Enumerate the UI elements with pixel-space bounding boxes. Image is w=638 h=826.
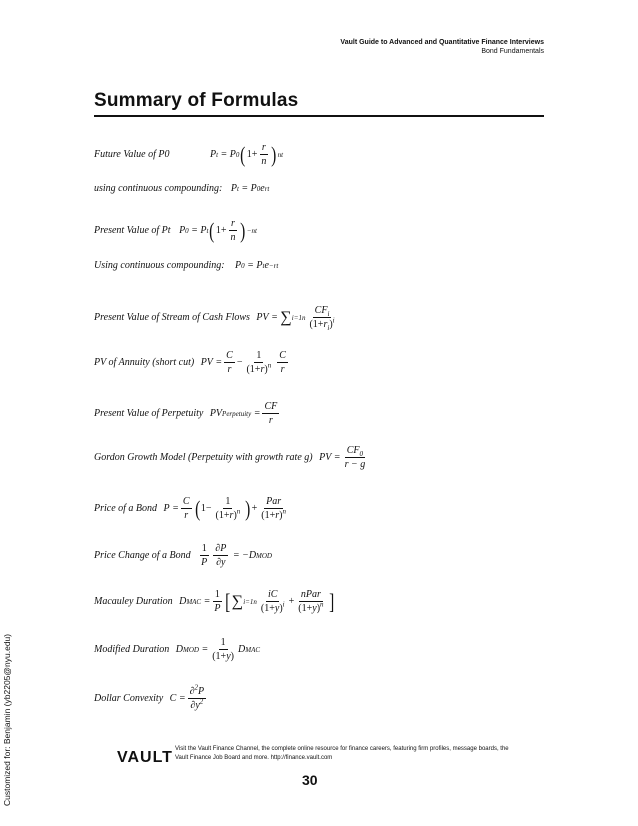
formula-expression: PV = $\frac{CF_0}{r - g}$	[319, 445, 366, 470]
formula-expression: C = $\frac{\partial^2P}{\partial y^2}$	[169, 683, 205, 711]
formula-label: Macauley Duration	[94, 595, 173, 607]
formula-bond-price	[94, 496, 290, 521]
vault-logo: VAULT	[117, 749, 173, 766]
formula-label: Present Value of Perpetuity	[94, 407, 204, 419]
header-guide-title: Vault Guide to Advanced and Quantitative Finance Interviews	[340, 39, 544, 46]
formula-expression: PV Perpetuity = $\frac{CF}{r}$	[209, 401, 278, 426]
formula-label: Dollar Convexity	[94, 692, 164, 704]
formula-expression: D MAC = $\frac{1}{P}$ [ ∑ i=1 n $\frac{iC}{(1+y)^i}$ + $\frac{\text{nPar}}{(1+y)^n}$ ]	[179, 588, 334, 614]
formula-label: Price of a Bond	[94, 502, 158, 514]
formula-expression: PV = $\frac{C}{r}$ − $\frac{1}{(1+r)^n}$ $\frac{C}{r}$	[200, 350, 286, 375]
page-number: 30	[302, 772, 318, 788]
formula-present-value	[94, 218, 257, 243]
formula-label: Gordon Growth Model (Perpetuity with growth rate g)	[94, 451, 313, 463]
formula-label: Using continuous compounding:	[94, 260, 225, 272]
formula-expression: $\frac{1}{P}$ $\frac{\partial P}{\partial y}$ = −D MOD	[201, 543, 272, 568]
formula-expression: P 0 = P t e −rt	[235, 260, 279, 271]
formula-gordon-growth	[94, 445, 369, 470]
formula-label: Present Value of Pt	[94, 224, 171, 236]
formula-pv-annuity	[94, 350, 290, 375]
formula-expression: P 0 = P t ( 1+ $\frac{r}{n}$ ) −nt	[179, 217, 257, 243]
formula-pv-cash-flows	[94, 305, 339, 330]
formula-expression: PV = ∑ i=1 n $\frac{CF_i}{(1+r_i)^i}$	[256, 305, 335, 332]
formula-label: Price Change of a Bond	[94, 549, 191, 561]
formula-modified-duration	[94, 637, 260, 662]
formula-label: PV of Annuity (short cut)	[94, 356, 195, 368]
formula-label: Present Value of Stream of Cash Flows	[94, 311, 250, 323]
formula-future-value	[94, 142, 283, 167]
formula-expression: P t = P 0 e rt	[230, 183, 270, 194]
formula-expression: P = $\frac{C}{r}$ ( 1− $\frac{1}{(1+r)^n}$ ) + $\frac{\text{Par}}{(1+r)^n}$	[163, 495, 286, 521]
formula-label: Modified Duration	[94, 643, 170, 655]
customized-for-sidebar: Customized for: Benjamin (yb2205@nyu.edu)	[2, 633, 12, 806]
formula-dollar-convexity	[94, 683, 208, 711]
formula-continuous-future	[94, 183, 269, 195]
formula-price-change	[94, 543, 272, 568]
formula-macauley-duration	[94, 589, 335, 614]
formula-expression: D MOD = $\frac{1}{(1+y)}$ D MAC	[175, 637, 261, 662]
title-rule	[94, 115, 544, 117]
footer-promo-text: Visit the Vault Finance Channel, the complete online resource for finance careers, featuring firm profiles, message boards, the Vault Finance Job Board and more. http://finance.vault.com	[175, 746, 509, 761]
formula-label: using continuous compounding:	[94, 183, 223, 195]
formula-expression: P t = P 0 ( 1+ $\frac{r}{n}$ ) nt	[209, 141, 284, 167]
formula-continuous-present	[94, 260, 278, 272]
page-title: Summary of Formulas	[94, 90, 299, 111]
header-section: Bond Fundamentals	[481, 48, 544, 55]
formula-pv-perpetuity	[94, 401, 281, 426]
formula-label: Future Value of P0	[94, 148, 170, 160]
